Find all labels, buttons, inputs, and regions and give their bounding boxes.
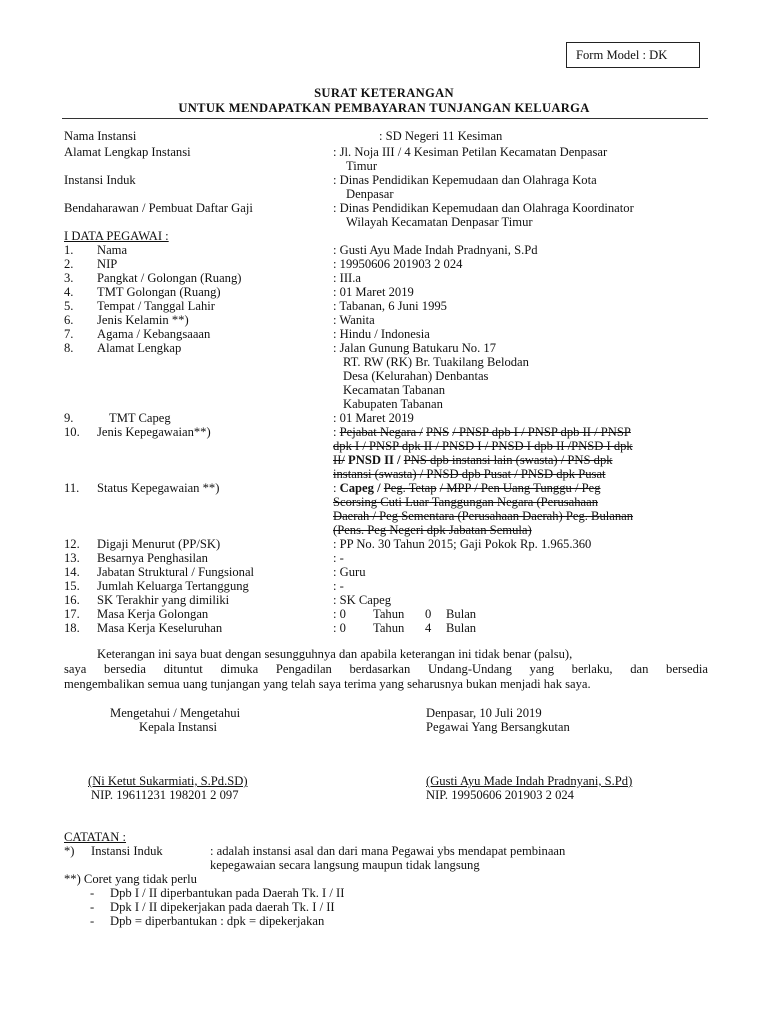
bendahara-value-1: : Dinas Pendidikan Kepemudaan dan Olahraga Koordinator (333, 201, 634, 215)
row-label: TMT Capeg (109, 411, 171, 425)
instansi-induk-label: Instansi Induk (64, 173, 136, 187)
row-number: 12. (64, 537, 80, 551)
pegawai-name: (Gusti Ayu Made Indah Pradnyani, S.Pd) (426, 774, 633, 788)
title-line-2: UNTUK MENDAPATKAN PEMBAYARAN TUNJANGAN KELUARGA (178, 101, 590, 115)
title-line-1: SURAT KETERANGAN (314, 86, 454, 100)
row-label: SK Terakhir yang dimiliki (97, 593, 230, 607)
row-label: Nama (97, 243, 128, 257)
row-label: Pangkat / Golongan (Ruang) (97, 271, 242, 285)
note-bullet: Dpb I / II diperbantukan pada Daerah Tk. I / II (110, 886, 345, 900)
masa-kerja-bulan-value: 4 (425, 621, 432, 635)
row-label: TMT Golongan (Ruang) (97, 285, 221, 299)
bulan-label: Bulan (446, 621, 477, 635)
row-number: 6. (64, 313, 74, 327)
row-number: 8. (64, 341, 74, 355)
row-label: Besarnya Penghasilan (97, 551, 208, 565)
row-value: : Tabanan, 6 Juni 1995 (333, 299, 447, 313)
row-number: 18. (64, 621, 80, 635)
row-number: 14. (64, 565, 80, 579)
note-bullet: Dpk I / II dipekerjakan pada daerah Tk. I / II (110, 900, 335, 914)
status-kepegawaian-line-4: (Pens. Peg Negeri dpk Jabatan Semula) (333, 523, 532, 537)
row-value: : - (333, 551, 344, 565)
note-2: **) Coret yang tidak perlu (64, 872, 197, 886)
masa-kerja-tahun-value: : 0 (333, 621, 346, 635)
kepala-instansi-nip: NIP. 19611231 198201 2 097 (91, 788, 239, 802)
alamat-instansi-label: Alamat Lengkap Instansi (64, 145, 191, 159)
row-value: : 01 Maret 2019 (333, 411, 414, 425)
alamat-instansi-value-1: : Jl. Noja III / 4 Kesiman Petilan Kecamatan Denpasar (333, 145, 608, 159)
masa-kerja-tahun-value: : 0 (333, 607, 346, 621)
bendahara-value-2: Wilayah Kecamatan Denpasar Timur (346, 215, 533, 229)
statement-line-2: saya bersedia dituntut dimuka Pengadilan berdasarkan Undang-Undang yang berlaku, dan bersedia (64, 662, 708, 676)
masa-kerja-bulan-value: 0 (425, 607, 432, 621)
row-number: 4. (64, 285, 74, 299)
note-1-marker: *) (64, 844, 75, 858)
row-label: Tempat / Tanggal Lahir (97, 299, 215, 313)
pegawai-label: Pegawai Yang Bersangkutan (426, 720, 570, 734)
row-label: Status Kepegawaian **) (97, 481, 220, 495)
row-value: : Gusti Ayu Made Indah Pradnyani, S.Pd (333, 243, 538, 257)
status-kepegawaian-line-1: : Capeg / Peg. Tetap / MPP / Pen Uang Tunggu / Peg (333, 481, 601, 495)
row-label: Jenis Kelamin **) (97, 313, 189, 327)
row-label: NIP (97, 257, 118, 271)
row-label: Jabatan Struktural / Fungsional (97, 565, 255, 579)
mengetahui-label: Mengetahui / Mengetahui (110, 706, 241, 720)
statement-line-1: Keterangan ini saya buat dengan sesungguhnya dan apabila keterangan ini tidak benar (palsu), (97, 647, 573, 661)
row-label: Masa Kerja Keseluruhan (97, 621, 223, 635)
row-number: 11. (64, 481, 80, 495)
tahun-label: Tahun (373, 621, 405, 635)
row-value: : Hindu / Indonesia (333, 327, 430, 341)
row-value: : - (333, 579, 344, 593)
note-1-text-1: : adalah instansi asal dan dari mana Pegawai ybs mendapat pembinaan (210, 844, 566, 858)
pegawai-nip: NIP. 19950606 201903 2 024 (426, 788, 574, 802)
row-label: Jenis Kepegawaian**) (97, 425, 211, 439)
bulan-label: Bulan (446, 607, 477, 621)
row-number: 16. (64, 593, 80, 607)
jenis-kepegawaian-line-3: II/ PNSD II / PNS dpb instansi lain (swasta) / PNS dpk (333, 453, 613, 467)
row-value: : PP No. 30 Tahun 2015; Gaji Pokok Rp. 1.965.360 (333, 537, 592, 551)
nama-instansi-value: : SD Negeri 11 Kesiman (379, 129, 503, 143)
bullet-dash: - (90, 886, 95, 900)
place-date: Denpasar, 10 Juli 2019 (426, 706, 542, 720)
catatan-heading: CATATAN : (64, 830, 127, 844)
bendahara-label: Bendaharawan / Pembuat Daftar Gaji (64, 201, 253, 215)
row-number: 5. (64, 299, 74, 313)
row-value: : 19950606 201903 2 024 (333, 257, 463, 271)
row-number: 7. (64, 327, 74, 341)
row-value: : SK Capeg (333, 593, 392, 607)
row-number: 1. (64, 243, 74, 257)
row-label: Masa Kerja Golongan (97, 607, 209, 621)
row-label: Agama / Kebangsaaan (97, 327, 211, 341)
row-label: Alamat Lengkap (97, 341, 182, 355)
jenis-kepegawaian-line-2: dpk I / PNSP dpk II / PNSD I / PNSD I dpb II /PNSD I dpk (333, 439, 633, 453)
section-heading-data-pegawai: I DATA PEGAWAI : (64, 229, 169, 243)
note-1-term: Instansi Induk (91, 844, 163, 858)
row-number: 2. (64, 257, 74, 271)
status-kepegawaian-line-3: Daerah / Peg Sementara (Perusahaan Daerah) Peg. Bulanan (333, 509, 634, 523)
jenis-kepegawaian-line-4: instansi (swasta) / PNSD dpb Pusat / PNSD dpk Pusat (333, 467, 606, 481)
row-label: Jumlah Keluarga Tertanggung (97, 579, 249, 593)
title-rule (62, 118, 708, 119)
alamat-line: Desa (Kelurahan) Denbantas (343, 369, 489, 383)
bullet-dash: - (90, 914, 95, 928)
row-value: : III.a (333, 271, 361, 285)
alamat-instansi-value-2: Timur (346, 159, 378, 173)
row-number: 17. (64, 607, 80, 621)
statement-line-3: mengembalikan semua uang tunjangan yang telah saya terima yang seharusnya bukan menjadi hak saya. (64, 677, 591, 691)
note-1-text-2: kepegawaian secara langsung maupun tidak langsung (210, 858, 480, 872)
row-label: Digaji Menurut (PP/SK) (97, 537, 221, 551)
alamat-line: RT. RW (RK) Br. Tuakilang Belodan (343, 355, 529, 369)
instansi-induk-value-2: Denpasar (346, 187, 394, 201)
tahun-label: Tahun (373, 607, 405, 621)
row-number: 13. (64, 551, 80, 565)
bullet-dash: - (90, 900, 95, 914)
row-value: : 01 Maret 2019 (333, 285, 414, 299)
nama-instansi-label: Nama Instansi (64, 129, 137, 143)
alamat-line: Kabupaten Tabanan (343, 397, 443, 411)
row-number: 9. (64, 411, 74, 425)
row-number: 10. (64, 425, 80, 439)
row-number: 3. (64, 271, 74, 285)
jenis-kepegawaian-line-1: : Pejabat Negara / PNS / PNSP dpb I / PNSP dpb II / PNSP (333, 425, 631, 439)
kepala-instansi-label: Kepala Instansi (139, 720, 217, 734)
row-value: : Jalan Gunung Batukaru No. 17 (333, 341, 496, 355)
instansi-induk-value-1: : Dinas Pendidikan Kepemudaan dan Olahraga Kota (333, 173, 597, 187)
form-model-label: Form Model : DK (566, 42, 700, 68)
note-bullet: Dpb = diperbantukan : dpk = dipekerjakan (110, 914, 325, 928)
kepala-instansi-name: (Ni Ketut Sukarmiati, S.Pd.SD) (88, 774, 248, 788)
row-value: : Guru (333, 565, 366, 579)
row-value: : Wanita (333, 313, 375, 327)
row-number: 15. (64, 579, 80, 593)
status-kepegawaian-line-2: Scorsing Cuti Luar Tanggungan Negara (Perusahaan (333, 495, 599, 509)
alamat-line: Kecamatan Tabanan (343, 383, 446, 397)
